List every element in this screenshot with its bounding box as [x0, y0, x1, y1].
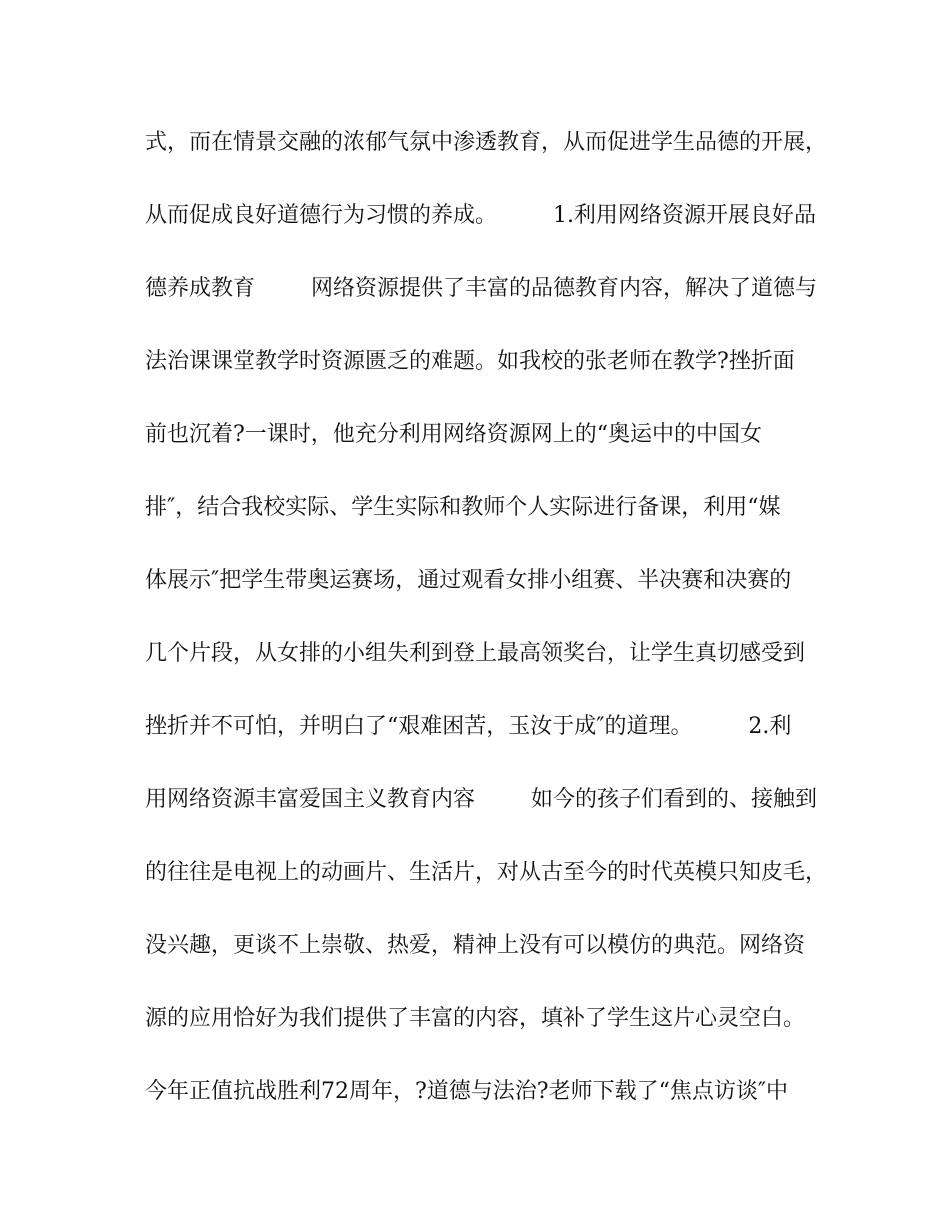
paragraph-line: 没兴趣，更谈不上崇敬、热爱，精神上没有可以模仿的典范。网络资 [145, 933, 806, 958]
paragraph-line: 体展示″把学生带奥运赛场，通过观看女排小组赛、半决赛和决赛的 [145, 568, 792, 593]
paragraph-line: 从而促成良好道德行为习惯的养成。 1.利用网络资源开展良好品 [145, 203, 816, 228]
paragraph-line: 德养成教育 网络资源提供了丰富的品德教育内容，解决了道德与 [145, 276, 817, 301]
paragraph-line: 法治课课堂教学时资源匮乏的难题。如我校的张老师在教学?挫折面 [145, 349, 795, 374]
paragraph-line: 式，而在情景交融的浓郁气氛中渗透教育，从而促进学生品德的开展， [145, 130, 828, 155]
paragraph-line: 用网络资源丰富爱国主义教育内容 如今的孩子们看到的、接触到 [145, 787, 817, 812]
paragraph-line: 前也沉着?一课时，他充分利用网络资源网上的“奥运中的中国女 [145, 422, 763, 447]
paragraph-line: 今年正值抗战胜利72周年，?道德与法治?老师下载了“焦点访谈″中 [145, 1079, 789, 1104]
paragraph-line: 几个片段，从女排的小组失利到登上最高领奖台，让学生真切感受到 [145, 641, 806, 666]
paragraph-line: 的往往是电视上的动画片、生活片，对从古至今的时代英模只知皮毛， [145, 860, 828, 885]
paragraph-line: 挫折并不可怕，并明白了“艰难困苦，玉汝于成″的道理。 2.利 [145, 714, 792, 739]
paragraph-line: 源的应用恰好为我们提供了丰富的内容，填补了学生这片心灵空白。 [145, 1006, 806, 1031]
paragraph-line: 排″，结合我校实际、学生实际和教师个人实际进行备课，利用“媒 [145, 495, 781, 520]
